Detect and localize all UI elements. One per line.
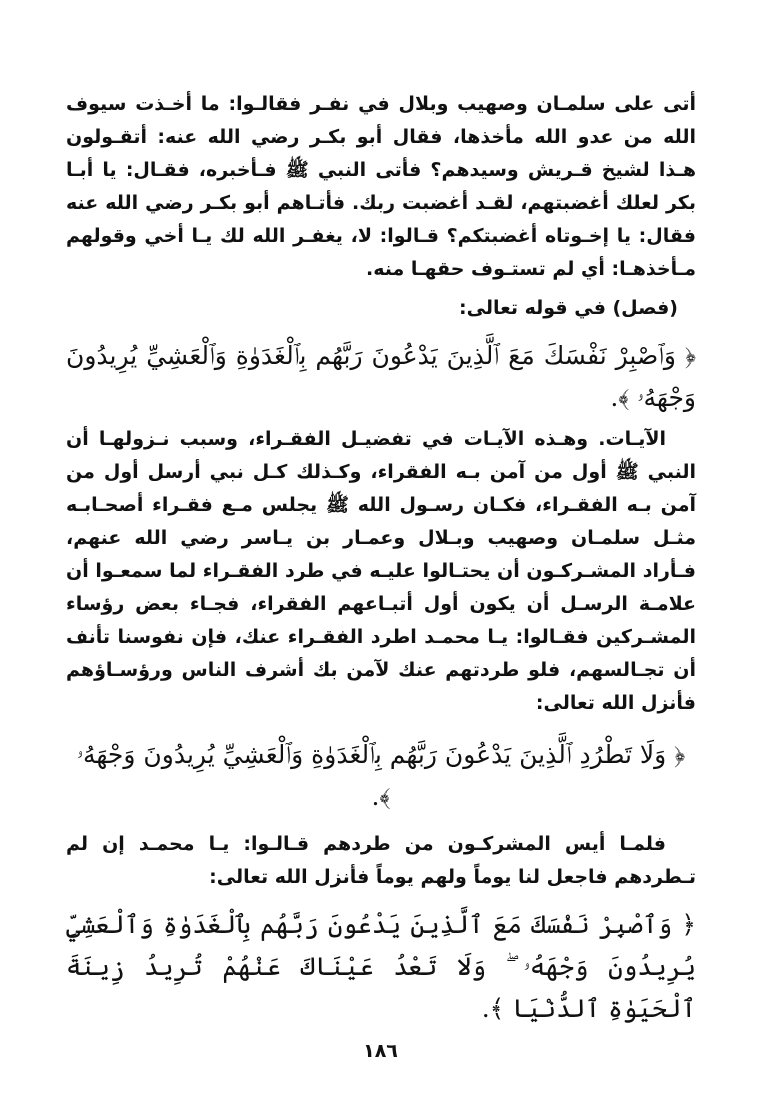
section-heading: (فصل) في قوله تعالى: <box>459 297 678 319</box>
paragraph-explanation: الآيـات. وهـذه الآيـات في تفضيـل الفقـراء، وسبب نـزولهـا أن النبي ﷺ أول من آمن بـه الفقراء، وكـذلك كـل نبي أرسل أول من آمن بـه الفقـراء، فكـان رسـول الله ﷺ يجلس مـع فقـراء أصحـابـه مثـل سلمـان وصهيب وبـلال وعمـار بن يـاسر رضي الله عنهم، فـأراد المشـركـون أن يحتـالوا عليـه في طرد الفقـراء لما سمعـوا أن علامـة الرسـل أن يكون أول أتبـاعهم الفقراء، فجـاء بعض رؤساء المشـركين فقـالوا: يـا محمـد اطرد الفقـراء عنك، فإن نفوسنا تأنف أن تجـالسهم، فلو طردتهم عنك لآمن بك أشرف الناس ورؤسـاؤهم فأنزل الله تعالى: <box>66 428 696 714</box>
paragraph-intro: أتى على سلمـان وصهيب وبلال في نفـر فقالـوا: ما أخـذت سيوف الله من عدو الله مأخذها، فقال أبو بكـر رضي الله عنه: أتقـولون هـذا لشيخ قـريش وسيدهم؟ فأتى النبي ﷺ فـأخبره، فقـال: يا أبـا بكر لعلك أغضبتهم، لقـد أغضبت ربك. فأتـاهم أبو بكـر رضي الله عنه فقال: يا إخـوتاه أغضبتكم؟ قـالوا: لا، يغفـر الله لك يـا أخي وقولهم مـأخذهـا: أي لم تستـوف حقهـا منه. <box>66 93 696 280</box>
page-content <box>66 88 696 1034</box>
paragraph-continuation: فلمـا أيس المشركـون من طردهم قـالـوا: يـا محمـد إن لم تـطردهم فاجعل لنا يوماً ولهم يوماً فأنزل الله تعالى: <box>66 833 696 888</box>
page-number: ١٨٦ <box>363 1040 398 1062</box>
quran-verse-3: ﴿ وَٱصْبِرْ نَفْسَكَ مَعَ ٱلَّذِينَ يَدْعُونَ رَبَّهُم بِٱلْغَدَوٰةِ وَٱلْعَشِيِّ يُرِيدُونَ وَجْهَهُۥ ۖ وَلَا تَعْدُ عَيْنَاكَ عَنْهُمْ تُرِيدُ زِينَةَ ٱلْحَيَوٰةِ ٱلدُّنْيَا ﴾. <box>66 910 696 1023</box>
quran-verse-2: ﴿ وَلَا تَطْرُدِ ٱلَّذِينَ يَدْعُونَ رَبَّهُم بِٱلْغَدَوٰةِ وَٱلْعَشِيِّ يُرِيدُونَ وَجْهَهُۥ ﴾. <box>76 740 686 811</box>
quran-verse-1: ﴿ وَٱصْبِرْ نَفْسَكَ مَعَ ٱلَّذِينَ يَدْعُونَ رَبَّهُم بِٱلْغَدَوٰةِ وَٱلْعَشِيِّ يُرِيدُونَ وَجْهَهُۥ ﴾. <box>66 341 696 412</box>
